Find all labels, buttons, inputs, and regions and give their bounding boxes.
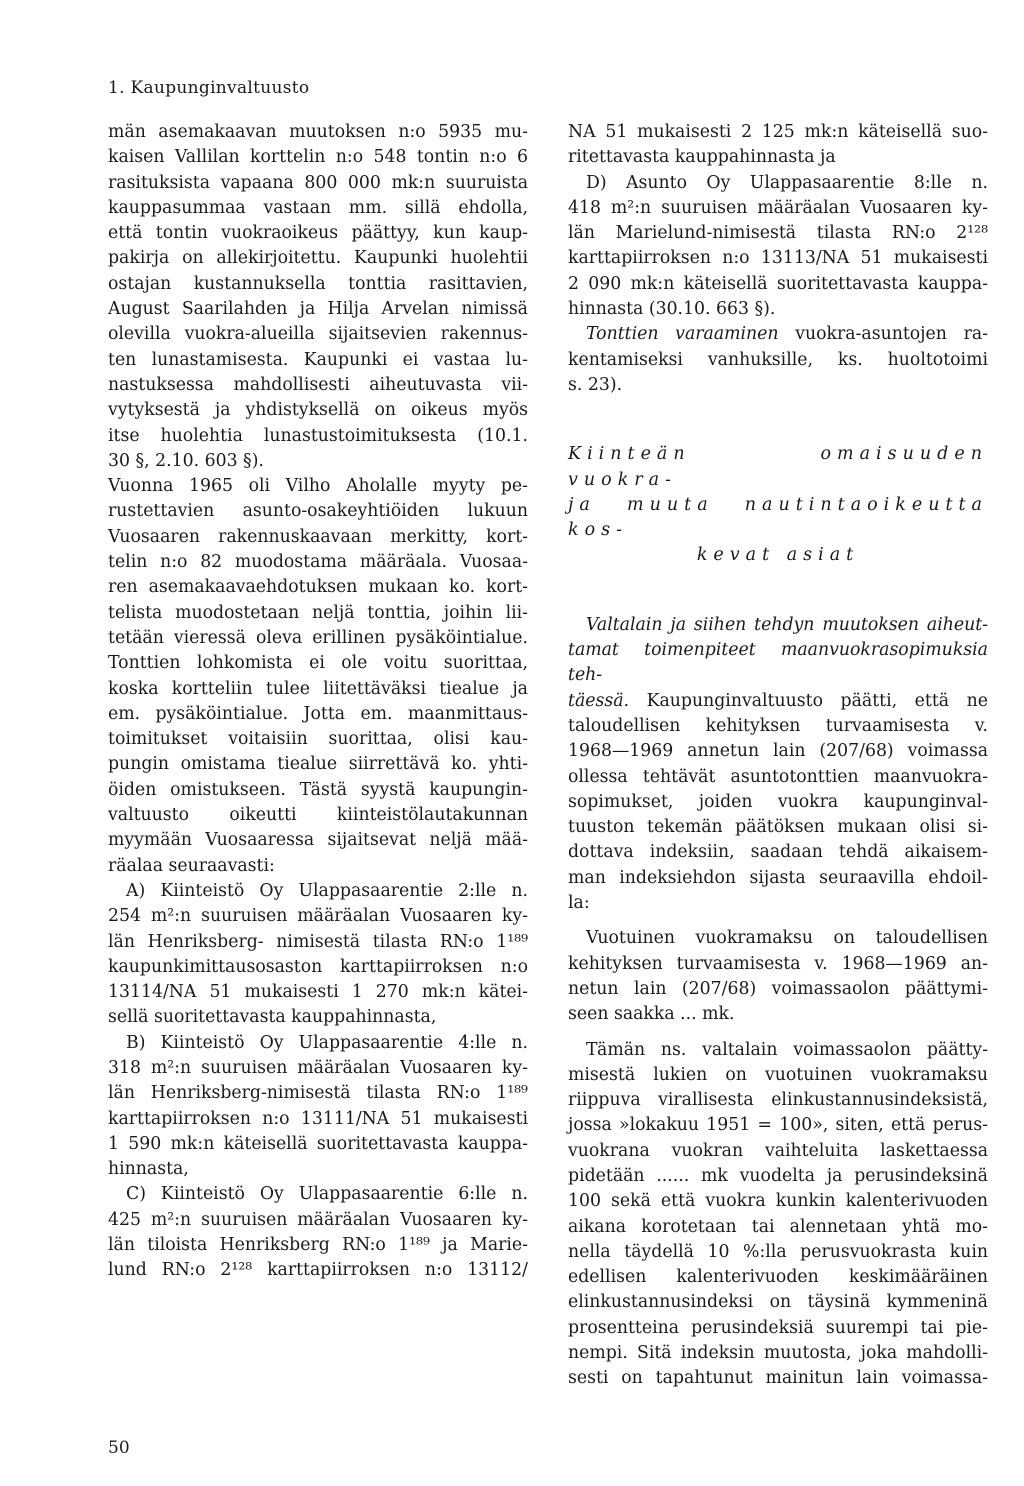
text-line: B) Kiinteistö Oy Ulappasaarentie 4:lle n. xyxy=(126,1032,528,1053)
text-line: rustettavien asunto-osakeyhtiöiden lukuun xyxy=(108,501,528,522)
text-line: 2 090 mk:n käteisellä suoritettavasta kauppa- xyxy=(568,273,988,294)
text-line: edellisen kalenterivuoden keskimääräinen xyxy=(568,1267,988,1288)
section-heading: kevat asiat xyxy=(696,545,860,566)
text-line: 1 590 mk:n käteisellä suoritettavasta kauppa- xyxy=(108,1133,528,1154)
text-line: koska kortteliin tulee liitettäväksi tiealue ja xyxy=(108,678,528,699)
spacer xyxy=(568,569,988,613)
text-line: 30 §, 2.10. 603 §). xyxy=(108,450,264,471)
text-line: karttapiirroksen n:o 13111/NA 51 mukaisesti xyxy=(108,1108,528,1129)
section-heading: Kiinteän omaisuuden vuokra- xyxy=(568,444,988,490)
text-line: toimitukset voitaisiin suorittaa, olisi kau- xyxy=(108,729,528,750)
text-line: nastuksessa mahdollisesti aiheutuvasta vii- xyxy=(108,374,528,395)
text-line: hinnasta (30.10. 663 §). xyxy=(568,299,776,320)
text-line: August Saarilahden ja Hilja Arvelan nimissä xyxy=(108,299,528,320)
left-column xyxy=(108,120,528,1284)
spacer xyxy=(568,916,988,926)
text-line: prosentteina perusindeksiä suurempi tai pie- xyxy=(568,1317,988,1338)
text-line: itse huolehtia lunastustoimituksesta (10.1. xyxy=(108,425,528,446)
text-line: tetään vieressä oleva erillinen pysäköintialue. xyxy=(108,627,528,648)
text-line: sesti on tapahtunut mainitun lain voimassa- xyxy=(568,1368,988,1389)
text-line: ostajan kustannuksella tonttia rasittavien, xyxy=(108,273,528,294)
text-line: Tämän ns. valtalain voimassaolon päätty- xyxy=(586,1039,988,1060)
text-line: Vuonna 1965 oli Vilho Aholalle myyty pe- xyxy=(108,476,528,497)
italic-term: Tonttien varaaminen xyxy=(586,324,779,345)
text-line: D) Asunto Oy Ulappasaarentie 8:lle n. xyxy=(586,172,988,193)
text-line: misestä lukien on vuotuinen vuokramaksu xyxy=(568,1064,988,1085)
text-line: aikana korotetaan tai alennetaan yhtä mo- xyxy=(568,1216,988,1237)
text-line: räalaa seuraavasti: xyxy=(108,855,275,876)
text-line: Vuotuinen vuokramaksu on taloudellisen xyxy=(586,928,988,949)
text-line: ten lunastamisesta. Kaupunki ei vastaa lu- xyxy=(108,349,528,370)
text-line: telista muodostetaan neljä tonttia, joihin lii- xyxy=(108,602,528,623)
text-line: man indeksiehdon sijasta seuraavilla ehdoil- xyxy=(568,867,988,888)
section-heading: ja muuta nautintaoikeutta kos- xyxy=(568,494,988,541)
text-line: ren asemakaavaehdotuksen mukaan ko. kort- xyxy=(108,577,528,598)
text-line: hinnasta, xyxy=(108,1159,189,1180)
text-line xyxy=(568,689,988,714)
text-line: C) Kiinteistö Oy Ulappasaarentie 6:lle n. xyxy=(126,1184,528,1205)
italic-term: täessä. xyxy=(568,690,630,711)
text-line: Valtalain ja siihen tehdyn muutoksen aiheut- xyxy=(586,614,988,635)
text-line: la: xyxy=(568,893,590,914)
text-line: män asemakaavan muutoksen n:o 5935 mu- xyxy=(108,122,528,142)
text-line: pidetään ...... mk vuodelta ja perusindeksinä xyxy=(568,1165,988,1186)
text-line: olevilla vuokra-alueilla sijaitsevien rakennus- xyxy=(108,324,528,345)
text-line: telin n:o 82 muodostama määräala. Vuosaa- xyxy=(108,552,528,573)
text-line: län Henriksberg- nimisestä tilasta RN:o 1¹⁸⁹ xyxy=(108,931,528,952)
text-line xyxy=(568,322,988,347)
text-line: taloudellisen kehityksen turvaamisesta v. xyxy=(568,715,988,736)
text-line: kentamiseksi vanhuksille, ks. huoltotoimi xyxy=(568,349,988,370)
text-line: 1968—1969 annetun lain (207/68) voimassa xyxy=(568,741,988,762)
text-line: kauppasummaa vastaan mm. sillä ehdolla, xyxy=(108,197,528,218)
text-line: vuokrana vuokran vaihteluita laskettaessa xyxy=(568,1140,988,1161)
text-line: 13114/NA 51 mukaisesti 1 270 mk:n kätei- xyxy=(108,982,528,1003)
text-line: valtuusto oikeutti kiinteistölautakunnan xyxy=(108,805,528,826)
text-line: A) Kiinteistö Oy Ulappasaarentie 2:lle n. xyxy=(126,880,528,901)
text-line: jossa »lokakuu 1951 = 100», siten, että perus- xyxy=(568,1115,988,1136)
text-line: em. pysäköintialue. Jotta em. maanmittaus- xyxy=(108,703,528,724)
text-line: s. 23). xyxy=(568,374,623,395)
text-line: Tonttien lohkomista ei ole voitu suorittaa, xyxy=(108,653,528,674)
text-line: pungin omistama tiealue siirrettävä ko. yhti- xyxy=(108,754,528,775)
running-header: 1. Kaupunginvaltuusto xyxy=(108,78,310,98)
text-line: rasituksista vapaana 800 000 mk:n suuruista xyxy=(108,172,528,193)
text-line: Vuosaaren rakennuskaavaan merkitty, kort- xyxy=(108,526,528,547)
text-line: ollessa tehtävät asuntotonttien maanvuokra- xyxy=(568,766,988,787)
text-line: pakirja on allekirjoitettu. Kaupunki huolehtii xyxy=(108,248,528,269)
text-line: 254 m²:n suuruisen määräalan Vuosaaren ky- xyxy=(108,906,528,927)
text-line: NA 51 mukaisesti 2 125 mk:n käteisellä suo- xyxy=(568,122,988,142)
text-line: netun lain (207/68) voimassaolon päättymi- xyxy=(568,978,988,999)
text-fragment: vuokra-asuntojen ra- xyxy=(778,324,988,345)
text-line: riippuva virallisesta elinkustannusindeksistä, xyxy=(568,1090,988,1111)
right-column xyxy=(568,120,988,1392)
text-line: vytyksestä ja yhdistyksellä on oikeus myös xyxy=(108,400,528,421)
text-line: nella täydellä 10 %:lla perusvuokrasta kuin xyxy=(568,1241,988,1262)
text-line: nempi. Sitä indeksin muutosta, joka mahdolli- xyxy=(568,1343,988,1364)
text-line: kehityksen turvaamisesta v. 1968—1969 an- xyxy=(568,953,988,974)
text-line: 318 m²:n suuruisen määräalan Vuosaaren ky- xyxy=(108,1057,528,1078)
text-line: että tontin vuokraoikeus päättyy, kun kaup- xyxy=(108,223,528,244)
text-fragment: Kaupunginvaltuusto päätti, että ne xyxy=(629,690,988,711)
page-number: 50 xyxy=(108,1438,130,1458)
text-line: dottava indeksiin, saadaan tehdä aikaisem- xyxy=(568,842,988,863)
text-line: elinkustannusindeksi on täysinä kymmeninä xyxy=(568,1292,988,1313)
text-line: karttapiirroksen n:o 13113/NA 51 mukaisesti xyxy=(568,248,988,269)
text-line: län Henriksberg-nimisestä tilasta RN:o 1¹⁸⁹ xyxy=(108,1083,528,1104)
text-line: 425 m²:n suuruisen määräalan Vuosaaren ky- xyxy=(108,1209,528,1230)
text-line: seen saakka ... mk. xyxy=(568,1004,735,1025)
text-line: ritettavasta kauppahinnasta ja xyxy=(568,147,836,168)
text-line: län tiloista Henriksberg RN:o 1¹⁸⁹ ja Marie- xyxy=(108,1235,528,1256)
text-line: 418 m²:n suuruisen määräalan Vuosaaren ky- xyxy=(568,197,988,218)
text-line: sopimukset, joiden vuokra kaupunginval- xyxy=(568,791,988,812)
spacer xyxy=(568,398,988,442)
text-line: tuuston tekemän päätöksen mukaan olisi si- xyxy=(568,817,988,838)
text-line: 100 sekä että vuokra kunkin kalenterivuoden xyxy=(568,1191,988,1212)
text-line: sellä suoritettavasta kauppahinnasta, xyxy=(108,1007,437,1028)
text-line: kaupunkimittausosaston karttapiirroksen n:o xyxy=(108,956,528,977)
spacer xyxy=(568,1028,988,1038)
text-line: län Marielund-nimisestä tilasta RN:o 2¹²⁸ xyxy=(568,223,988,244)
text-line: kaisen Vallilan korttelin n:o 548 tontin n:o 6 xyxy=(108,147,528,168)
text-line: öiden omistukseen. Tästä syystä kaupungin- xyxy=(108,779,528,800)
text-line: tamat toimenpiteet maanvuokrasopimuksia teh- xyxy=(568,640,988,686)
text-line: lund RN:o 2¹²⁸ karttapiirroksen n:o 13112/ xyxy=(108,1260,528,1281)
text-line: myymään Vuosaaressa sijaitsevat neljä mää- xyxy=(108,830,528,851)
